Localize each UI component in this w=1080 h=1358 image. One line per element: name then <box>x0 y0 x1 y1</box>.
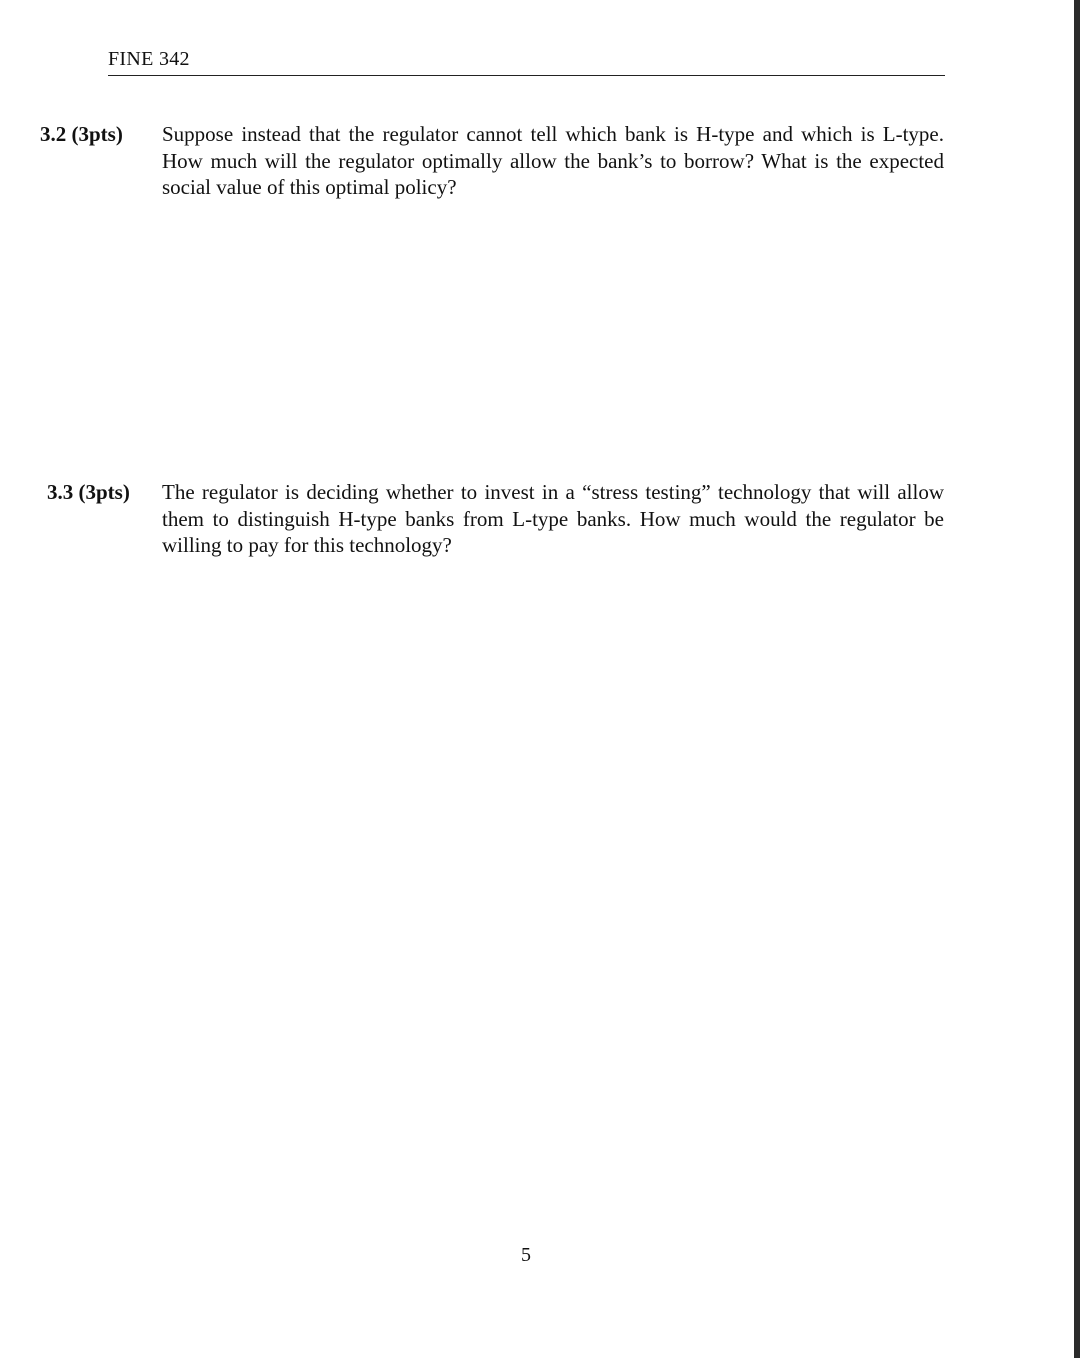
question-text: The regulator is deciding whether to invest in a “stress testing” technology that will allow them to distinguish H-type banks from L-type banks. How much would the regulator be willing to pay for this technology? <box>162 480 944 557</box>
question-label: 3.3 (3pts) <box>47 480 130 504</box>
page-header <box>108 44 945 76</box>
course-title: FINE 342 <box>108 48 190 70</box>
page-number: 5 <box>521 1244 531 1266</box>
page-edge <box>1074 0 1080 1358</box>
question-label: 3.2 (3pts) <box>40 122 123 146</box>
question-text: Suppose instead that the regulator cannot tell which bank is H-type and which is L-type. How much will the regulator optimally allow the bank’s to borrow? What is the expected social value of this optimal policy? <box>162 122 944 199</box>
